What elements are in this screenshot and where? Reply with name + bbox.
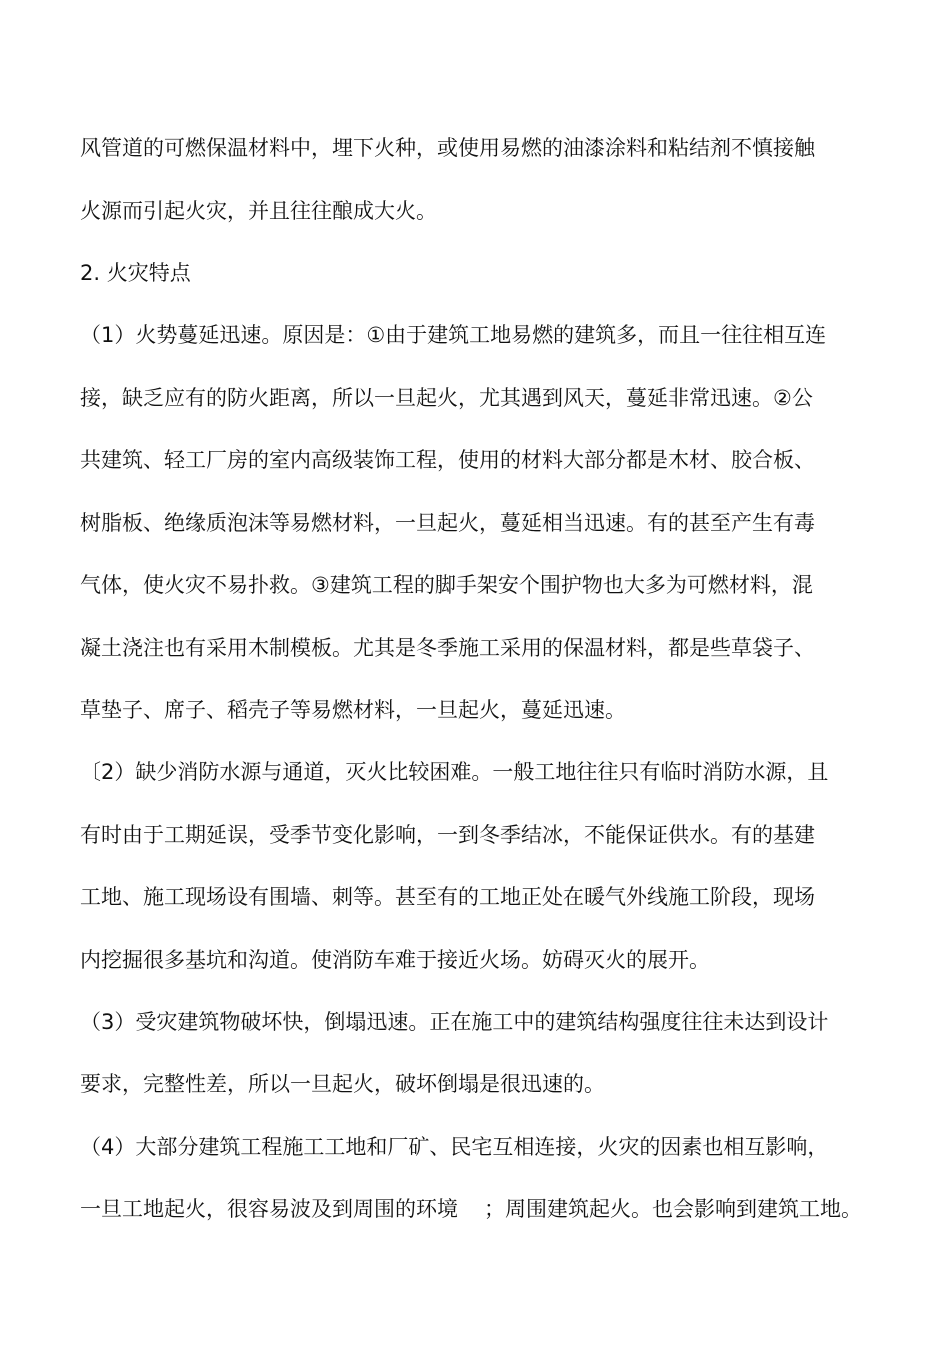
section-heading: 2. 火灾特点 — [80, 261, 191, 285]
text-line: 共建筑、轻工厂房的室内高级装饰工程，使用的材料大部分都是木材、胶合板、 — [80, 448, 815, 472]
text-line: 草垫子、席子、稻壳子等易燃材料，一旦起火，蔓延迅速。 — [80, 698, 626, 722]
text-line — [80, 1194, 870, 1224]
text-line: 〔2）缺少消防水源与通道，灭火比较困难。一般工地往往只有临时消防水源，且 — [80, 760, 829, 784]
text-line: 工地、施工现场设有围墙、刺等。甚至有的工地正处在暖气外线施工阶段，现场 — [80, 885, 815, 909]
text-line: （4）大部分建筑工程施工工地和厂矿、民宅互相连接，火灾的因素也相互影响， — [80, 1135, 829, 1159]
text-line: 接，缺乏应有的防火距离，所以一旦起火，尤其遇到风天，蔓延非常迅速。②公 — [80, 386, 813, 410]
text-line: （1）火势蔓延迅速。原因是：①由于建筑工地易燃的建筑多，而且一往往相互连 — [80, 323, 827, 347]
text-line: （3）受灾建筑物破坏快，倒塌迅速。正在施工中的建筑结构强度往往未达到设计 — [80, 1010, 829, 1034]
text-line: 要求，完整性差，所以一旦起火，破坏倒塌是很迅速的。 — [80, 1072, 605, 1096]
text-line: 有时由于工期延误，受季节变化影响，一到冬季结冰，不能保证供水。有的基建 — [80, 823, 815, 847]
text-line: 火源而引起火灾，并且往往酿成大火。 — [80, 199, 437, 223]
text-line: 气体，使火灾不易扑救。③建筑工程的脚手架安个围护物也大多为可燃材料，混 — [80, 573, 813, 597]
text-line: 风管道的可燃保温材料中，埋下火种，或使用易燃的油漆涂料和粘结剂不慎接触 — [80, 136, 815, 160]
text-line: 树脂板、绝缘质泡沫等易燃材料，一旦起火，蔓延相当迅速。有的甚至产生有毒 — [80, 511, 815, 535]
text-segment: ；周围建筑起火。也会影响到建筑工地。 — [484, 1197, 862, 1221]
text-line: 内挖掘很多基坑和沟道。使消防车难于接近火场。妨碍灭火的展开。 — [80, 948, 710, 972]
text-line: 凝土浇注也有采用木制模板。尤其是冬季施工采用的保温材料，都是些草袋子、 — [80, 636, 815, 660]
text-segment: 一旦工地起火，很容易波及到周围的环境 — [80, 1197, 458, 1221]
